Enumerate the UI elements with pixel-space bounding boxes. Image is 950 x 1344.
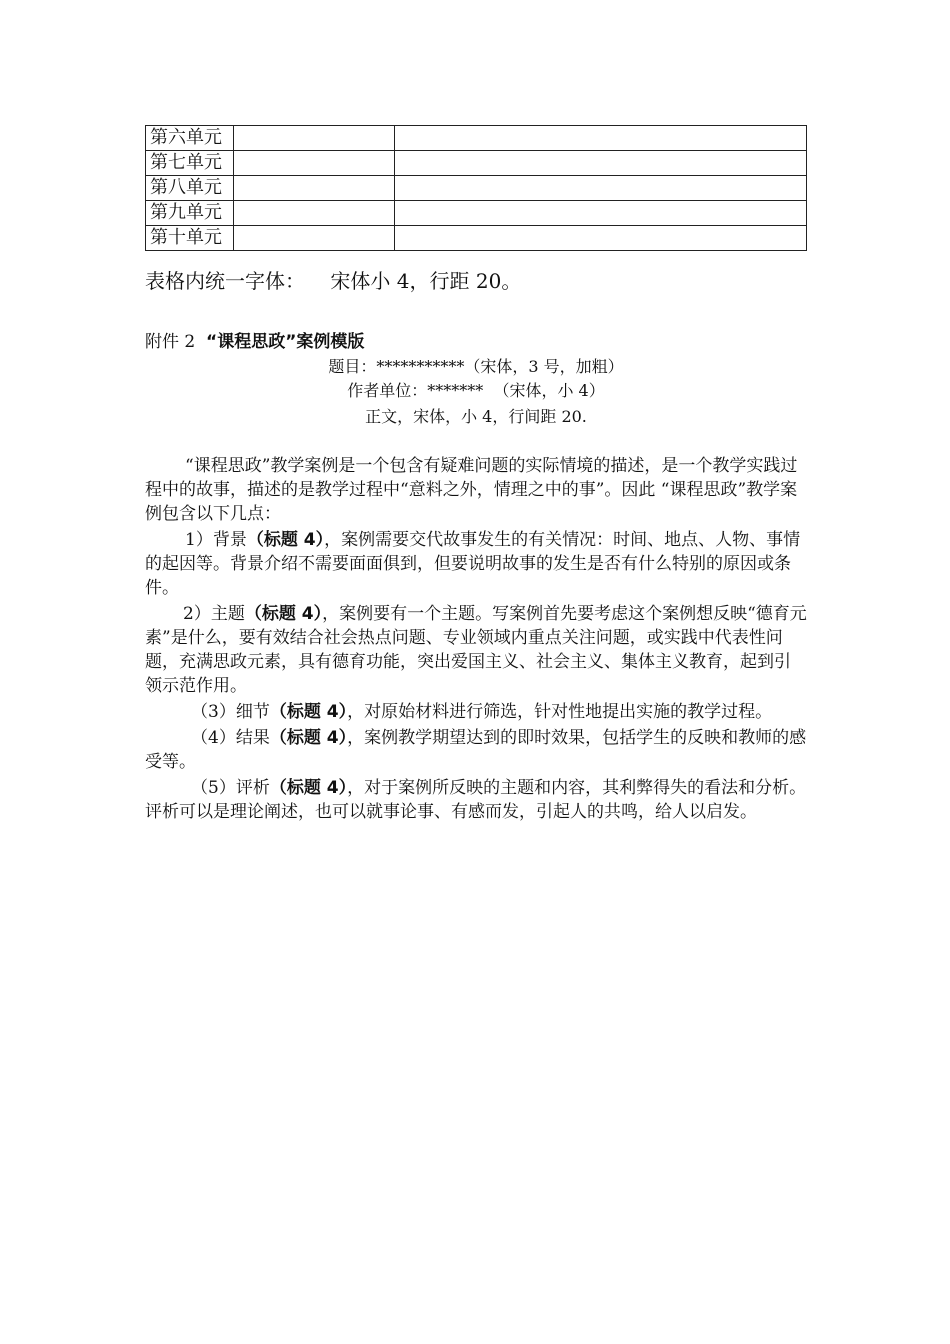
unit-cell: 第六单元	[146, 126, 234, 151]
table-cell	[395, 126, 807, 151]
table-row	[146, 226, 807, 251]
table-cell	[395, 176, 807, 201]
intro-paragraph: “课程思政”教学案例是一个包含有疑难问题的实际情境的描述，是一个教学实践过程中的故事，描述的是教学过程中“意料之外，情理之中的事”。因此 “课程思政”教学案例包含以下几点：	[145, 456, 798, 524]
unit-cell: 第七单元	[146, 151, 234, 176]
table-cell	[395, 226, 807, 251]
unit-cell: 第十单元	[146, 226, 234, 251]
point-text: ，案例要有一个主题。写案例首先要考虑这个案例想反映“德育元素”是什么，要有效结合社会热点问题、专业领域内重点关注问题，或实践中代表性问题，充满思政元素，具有德育功能，突出爱国主义、社会主义、集体主义教育，起到引领示范作用。	[145, 604, 807, 696]
template-author-line: 作者单位：******* （宋体，小 4）	[347, 381, 605, 400]
heading-level-tag: （标题 4）	[246, 530, 325, 550]
heading-level-tag: （标题 4）	[269, 702, 348, 722]
table-row	[146, 151, 807, 176]
point-details	[145, 700, 807, 724]
table-cell	[234, 176, 395, 201]
point-label: （5）评析	[191, 778, 270, 798]
units-table	[145, 125, 807, 251]
table-cell	[234, 151, 395, 176]
point-label: 2）主题	[183, 604, 245, 624]
point-label: （4）结果	[191, 728, 270, 748]
table-font-note: 表格内统一字体： 宋体小 4，行距 20。	[145, 269, 522, 293]
point-analysis	[145, 776, 807, 824]
table-row	[146, 176, 807, 201]
point-label: 1）背景	[185, 530, 247, 550]
point-text: ，对原始材料进行筛选，针对性地提出实施的教学过程。	[347, 702, 773, 722]
table-row	[146, 201, 807, 226]
point-label: （3）细节	[191, 702, 270, 722]
table-cell	[395, 151, 807, 176]
attachment-heading	[145, 330, 364, 354]
point-results	[145, 726, 807, 774]
heading-level-tag: （标题 4）	[269, 728, 348, 748]
attachment-title: “课程思政”案例模版	[206, 332, 365, 352]
point-text: ，对于案例所反映的主题和内容，其利弊得失的看法和分析。评析可以是理论阐述，也可以就事论事、有感而发，引起人的共鸣，给人以启发。	[145, 778, 807, 822]
table-cell	[395, 201, 807, 226]
unit-cell: 第八单元	[146, 176, 234, 201]
table-cell	[234, 201, 395, 226]
unit-cell: 第九单元	[146, 201, 234, 226]
point-theme	[145, 602, 807, 698]
point-text: ，案例需要交代故事发生的有关情况：时间、地点、人物、事情的起因等。背景介绍不需要面面俱到，但要说明故事的发生是否有什么特别的原因或条件。	[145, 530, 801, 598]
attachment-prefix: 附件 2	[145, 332, 207, 352]
template-title-line: 题目：***********（宋体，3 号，加粗）	[328, 357, 624, 376]
point-text: ，案例教学期望达到的即时效果，包括学生的反映和教师的感受等。	[145, 728, 807, 772]
template-body-line: 正文，宋体，小 4，行间距 20.	[365, 407, 587, 426]
heading-level-tag: （标题 4）	[244, 604, 323, 624]
table-cell	[234, 126, 395, 151]
table-row	[146, 126, 807, 151]
table-cell	[234, 226, 395, 251]
point-background	[145, 528, 807, 600]
heading-level-tag: （标题 4）	[269, 778, 348, 798]
template-body	[145, 454, 807, 824]
